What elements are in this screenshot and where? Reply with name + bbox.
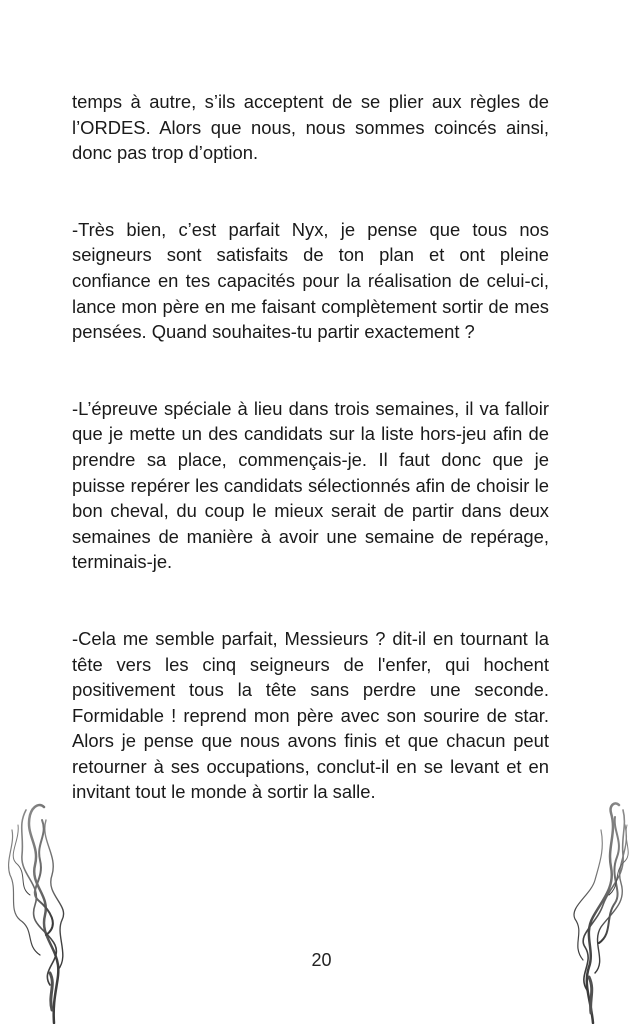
page-number: 20 — [311, 950, 332, 970]
paragraph: -Cela me semble parfait, Messieurs ? dit-il en tournant la tête vers les cinq seigneurs de l'enfer, qui hochent positivement tous la tête sans perdre une seconde. Formidable ! reprend mon père avec son sourire de star. Alors je pense que nous avons finis et que chacun peut retourner à ses occupations, conclut-il en se levant et en invitant tout le monde à sortir la salle. — [72, 627, 549, 803]
paragraph: -L’épreuve spéciale à lieu dans trois semaines, il va falloir que je mette un des candidats sur la liste hors-jeu afin de prendre sa place, commençais-je. Il faut donc que je puisse repérer les candidats sélectionnés afin de choisir le bon cheval, du coup le mieux serait de partir dans deux semaines de manière à avoir une semaine de repérage, terminais-je. — [72, 397, 549, 573]
paragraph: temps à autre, s’ils acceptent de se plier aux règles de l’ORDES. Alors que nous, nous sommes coincés ainsi, donc pas trop d’option. — [72, 91, 549, 164]
smoke-illustration-left — [0, 795, 80, 1024]
smoke-illustration-right — [565, 795, 643, 1024]
paragraph: -Très bien, c’est parfait Nyx, je pense que tous nos seigneurs sont satisfaits de ton plan et ont pleine confiance en tes capacités pour la réalisation de celui-ci, lance mon père en me faisant complètement sortir de mes pensées. Quand souhaites-tu partir exactement ? — [72, 218, 549, 343]
body-text — [72, 89, 549, 805]
